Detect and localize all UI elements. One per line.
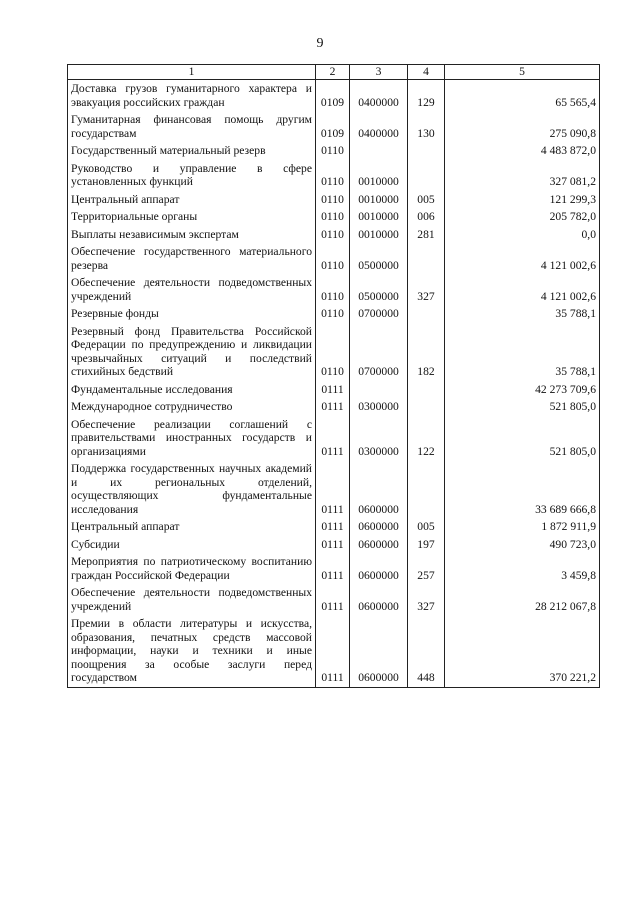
section-code: 0111	[316, 615, 350, 687]
item-name: Премии в области литературы и искусства, образования, печатных средств массовой информации, науки и техники и иные поощрения за особые заслуги перед государством	[68, 615, 316, 687]
column-header: 2	[316, 65, 350, 80]
item-name: Доставка грузов гуманитарного характера и эвакуация российских граждан	[68, 80, 316, 112]
item-name: Обеспечение государственного материального резерва	[68, 243, 316, 274]
target-item-code: 0600000	[350, 518, 408, 536]
expense-type-code	[408, 398, 445, 416]
item-name: Центральный аппарат	[68, 191, 316, 209]
target-item-code: 0700000	[350, 305, 408, 323]
expense-type-code	[408, 460, 445, 518]
expense-type-code	[408, 142, 445, 160]
item-name: Мероприятия по патриотическому воспитанию граждан Российской Федерации	[68, 553, 316, 584]
table-row	[68, 208, 600, 226]
target-item-code: 0300000	[350, 416, 408, 461]
section-code: 0109	[316, 80, 350, 112]
column-header: 3	[350, 65, 408, 80]
section-code: 0110	[316, 226, 350, 244]
page-number: 9	[316, 36, 324, 51]
expense-type-code: 129	[408, 80, 445, 112]
item-name: Международное сотрудничество	[68, 398, 316, 416]
expense-type-code: 005	[408, 191, 445, 209]
table-row	[68, 615, 600, 687]
section-code: 0111	[316, 460, 350, 518]
amount: 490 723,0	[445, 536, 600, 554]
section-code: 0110	[316, 305, 350, 323]
item-name: Выплаты независимым экспертам	[68, 226, 316, 244]
target-item-code: 0600000	[350, 584, 408, 615]
amount: 65 565,4	[445, 80, 600, 112]
target-item-code: 0500000	[350, 243, 408, 274]
target-item-code: 0010000	[350, 208, 408, 226]
section-code: 0111	[316, 536, 350, 554]
expense-type-code: 197	[408, 536, 445, 554]
target-item-code	[350, 142, 408, 160]
item-name: Обеспечение реализации соглашений с правительствами иностранных государств и организациями	[68, 416, 316, 461]
target-item-code: 0600000	[350, 460, 408, 518]
section-code: 0109	[316, 111, 350, 142]
expense-type-code: 182	[408, 323, 445, 381]
section-code: 0111	[316, 518, 350, 536]
item-name: Руководство и управление в сфере установленных функций	[68, 160, 316, 191]
section-code: 0111	[316, 584, 350, 615]
amount: 275 090,8	[445, 111, 600, 142]
target-item-code: 0010000	[350, 191, 408, 209]
item-name: Обеспечение деятельности подведомственных учреждений	[68, 584, 316, 615]
table-row	[68, 584, 600, 615]
amount: 521 805,0	[445, 398, 600, 416]
target-item-code: 0400000	[350, 80, 408, 112]
amount: 121 299,3	[445, 191, 600, 209]
amount: 35 788,1	[445, 323, 600, 381]
table-header-row	[68, 65, 600, 80]
section-code: 0110	[316, 208, 350, 226]
item-name: Государственный материальный резерв	[68, 142, 316, 160]
expense-type-code	[408, 305, 445, 323]
budget-table	[67, 64, 600, 688]
target-item-code: 0300000	[350, 398, 408, 416]
amount: 1 872 911,9	[445, 518, 600, 536]
target-item-code: 0600000	[350, 536, 408, 554]
table-row	[68, 536, 600, 554]
section-code: 0110	[316, 323, 350, 381]
amount: 35 788,1	[445, 305, 600, 323]
section-code: 0110	[316, 191, 350, 209]
expense-type-code: 006	[408, 208, 445, 226]
expense-type-code: 448	[408, 615, 445, 687]
table-row	[68, 323, 600, 381]
table-row	[68, 274, 600, 305]
table-row	[68, 111, 600, 142]
item-name: Обеспечение деятельности подведомственных учреждений	[68, 274, 316, 305]
amount: 0,0	[445, 226, 600, 244]
table-row	[68, 460, 600, 518]
amount: 521 805,0	[445, 416, 600, 461]
item-name: Гуманитарная финансовая помощь другим государствам	[68, 111, 316, 142]
table-row	[68, 160, 600, 191]
column-header: 5	[445, 65, 600, 80]
table-row	[68, 518, 600, 536]
amount: 33 689 666,8	[445, 460, 600, 518]
table-row	[68, 80, 600, 112]
target-item-code: 0500000	[350, 274, 408, 305]
table-body	[68, 80, 600, 688]
expense-type-code: 257	[408, 553, 445, 584]
section-code: 0110	[316, 142, 350, 160]
item-name: Субсидии	[68, 536, 316, 554]
expense-type-code: 122	[408, 416, 445, 461]
section-code: 0111	[316, 416, 350, 461]
expense-type-code: 130	[408, 111, 445, 142]
table-row	[68, 243, 600, 274]
expense-type-code	[408, 243, 445, 274]
target-item-code: 0600000	[350, 615, 408, 687]
table-row	[68, 381, 600, 399]
expense-type-code: 327	[408, 584, 445, 615]
section-code: 0111	[316, 398, 350, 416]
column-header: 1	[68, 65, 316, 80]
section-code: 0111	[316, 381, 350, 399]
amount: 28 212 067,8	[445, 584, 600, 615]
target-item-code: 0700000	[350, 323, 408, 381]
expense-type-code	[408, 160, 445, 191]
table-row	[68, 142, 600, 160]
item-name: Фундаментальные исследования	[68, 381, 316, 399]
amount: 4 483 872,0	[445, 142, 600, 160]
table-row	[68, 226, 600, 244]
item-name: Центральный аппарат	[68, 518, 316, 536]
target-item-code	[350, 381, 408, 399]
expense-type-code	[408, 381, 445, 399]
target-item-code: 0010000	[350, 226, 408, 244]
section-code: 0110	[316, 160, 350, 191]
target-item-code: 0010000	[350, 160, 408, 191]
table-row	[68, 305, 600, 323]
table-row	[68, 553, 600, 584]
section-code: 0110	[316, 243, 350, 274]
item-name: Территориальные органы	[68, 208, 316, 226]
target-item-code: 0400000	[350, 111, 408, 142]
expense-type-code: 281	[408, 226, 445, 244]
amount: 4 121 002,6	[445, 274, 600, 305]
expense-type-code: 327	[408, 274, 445, 305]
amount: 3 459,8	[445, 553, 600, 584]
target-item-code: 0600000	[350, 553, 408, 584]
amount: 205 782,0	[445, 208, 600, 226]
item-name: Резервные фонды	[68, 305, 316, 323]
item-name: Поддержка государственных научных академий и их региональных отделений, осуществляющих фундаментальные исследования	[68, 460, 316, 518]
section-code: 0110	[316, 274, 350, 305]
amount: 42 273 709,6	[445, 381, 600, 399]
expense-type-code: 005	[408, 518, 445, 536]
table-row	[68, 191, 600, 209]
amount: 4 121 002,6	[445, 243, 600, 274]
item-name: Резервный фонд Правительства Российской Федерации по предупреждению и ликвидации чрезвычайных ситуаций и последствий стихийных бедствий	[68, 323, 316, 381]
amount: 327 081,2	[445, 160, 600, 191]
amount: 370 221,2	[445, 615, 600, 687]
column-header: 4	[408, 65, 445, 80]
table-row	[68, 416, 600, 461]
table-row	[68, 398, 600, 416]
section-code: 0111	[316, 553, 350, 584]
